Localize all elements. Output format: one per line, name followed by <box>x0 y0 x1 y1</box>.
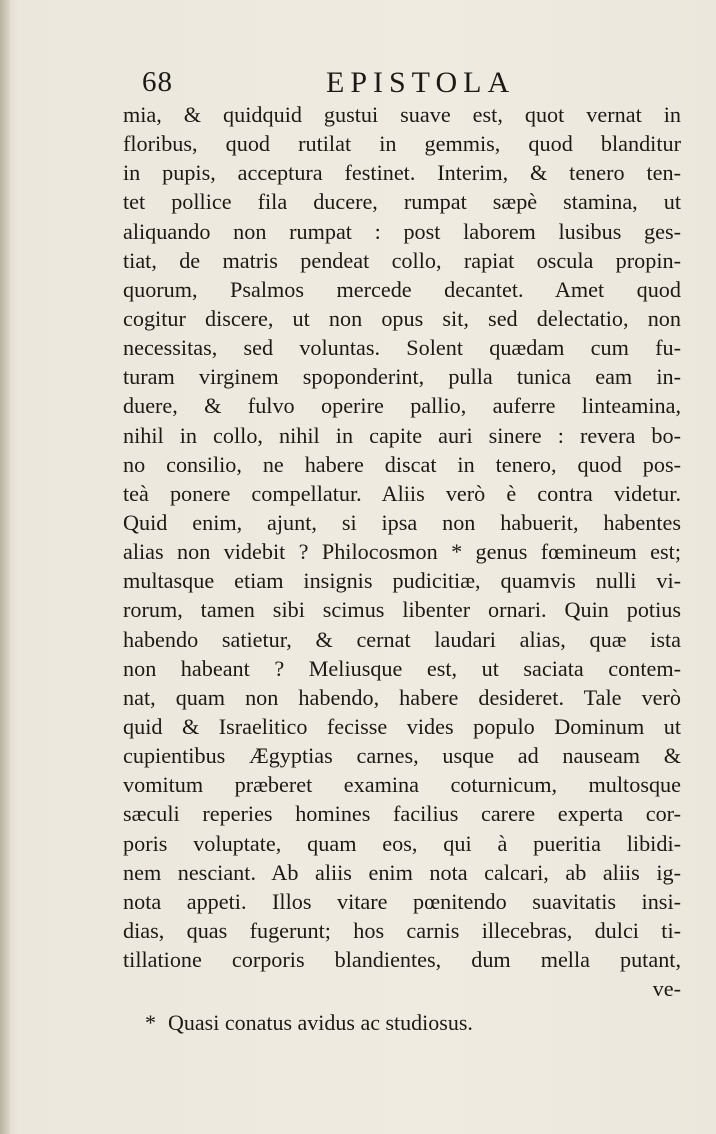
text-line: non habeant ? Meliusque est, ut saciata contem- <box>123 655 681 681</box>
text-line: nihil in collo, nihil in capite auri sinere : revera bo- <box>123 422 681 448</box>
text-line: habendo satietur, & cernat laudari alias, quæ ista <box>123 626 681 652</box>
text-line: no consilio, ne habere discat in tenero, quod pos- <box>123 451 681 477</box>
page-header <box>120 62 680 102</box>
text-line: floribus, quod rutilat in gemmis, quod blanditur <box>123 131 681 157</box>
text-line: in pupis, acceptura festinet. Interim, & tenero ten- <box>123 160 681 186</box>
text-line: tiat, de matris pendeat collo, rapiat oscula propin- <box>123 247 681 273</box>
text-line: mia, & quidquid gustui suave est, quot vernat in <box>123 102 681 127</box>
text-line: multasque etiam insignis pudicitiæ, quamvis nulli vi- <box>123 568 681 594</box>
text-line: necessitas, sed voluntas. Solent quædam cum fu- <box>123 335 681 361</box>
footnote <box>145 1010 625 1036</box>
text-line: quid & Israelitico fecisse vides populo Dominum ut <box>123 713 681 739</box>
footnote-marker: * <box>145 1010 156 1035</box>
text-line: tillatione corporis blandientes, dum mella putant, <box>123 947 681 973</box>
footnote-text: Quasi conatus avidus ac studiosus. <box>168 1010 473 1035</box>
running-head: EPISTOLA <box>326 66 516 99</box>
text-line: vomitum præberet examina coturnicum, multosque <box>123 772 681 798</box>
text-line: duere, & fulvo operire pallio, auferre linteamina, <box>123 393 681 419</box>
text-line: alias non videbit ? Philocosmon * genus fœmineum est; <box>123 539 681 565</box>
text-line: Quid enim, ajunt, si ipsa non habuerit, habentes <box>123 509 681 535</box>
text-line: aliquando non rumpat : post laborem lusibus ges- <box>123 218 681 244</box>
text-line: dias, quas fugerunt; hos carnis illecebras, dulci ti- <box>123 917 681 943</box>
body-text <box>123 100 681 1003</box>
text-line: nat, quam non habendo, habere desideret. Tale verò <box>123 684 681 710</box>
text-line: rorum, tamen sibi scimus libenter ornari. Quin potius <box>123 597 681 623</box>
catchword: ve- <box>652 976 681 1002</box>
text-line: turam virginem spoponderint, pulla tunica eam in- <box>123 364 681 390</box>
text-line: quorum, Psalmos mercede decantet. Amet quod <box>123 276 681 302</box>
text-line: cogitur discere, ut non opus sit, sed delectatio, non <box>123 305 681 331</box>
text-line: tet pollice fila ducere, rumpat sæpè stamina, ut <box>123 189 681 215</box>
text-line: sæculi reperies homines facilius carere experta cor- <box>123 801 681 827</box>
text-line: nem nesciant. Ab aliis enim nota calcari, ab aliis ig- <box>123 859 681 885</box>
text-line: cupientibus Ægyptias carnes, usque ad nauseam & <box>123 743 681 769</box>
text-line: nota appeti. Illos vitare pœnitendo suavitatis insi- <box>123 888 681 914</box>
page-spine-shadow <box>0 0 10 1134</box>
text-line: poris voluptate, quam eos, qui à pueritia libidi- <box>123 830 681 856</box>
text-line: teà ponere compellatur. Aliis verò è contra videtur. <box>123 480 681 506</box>
page-number: 68 <box>142 66 173 98</box>
